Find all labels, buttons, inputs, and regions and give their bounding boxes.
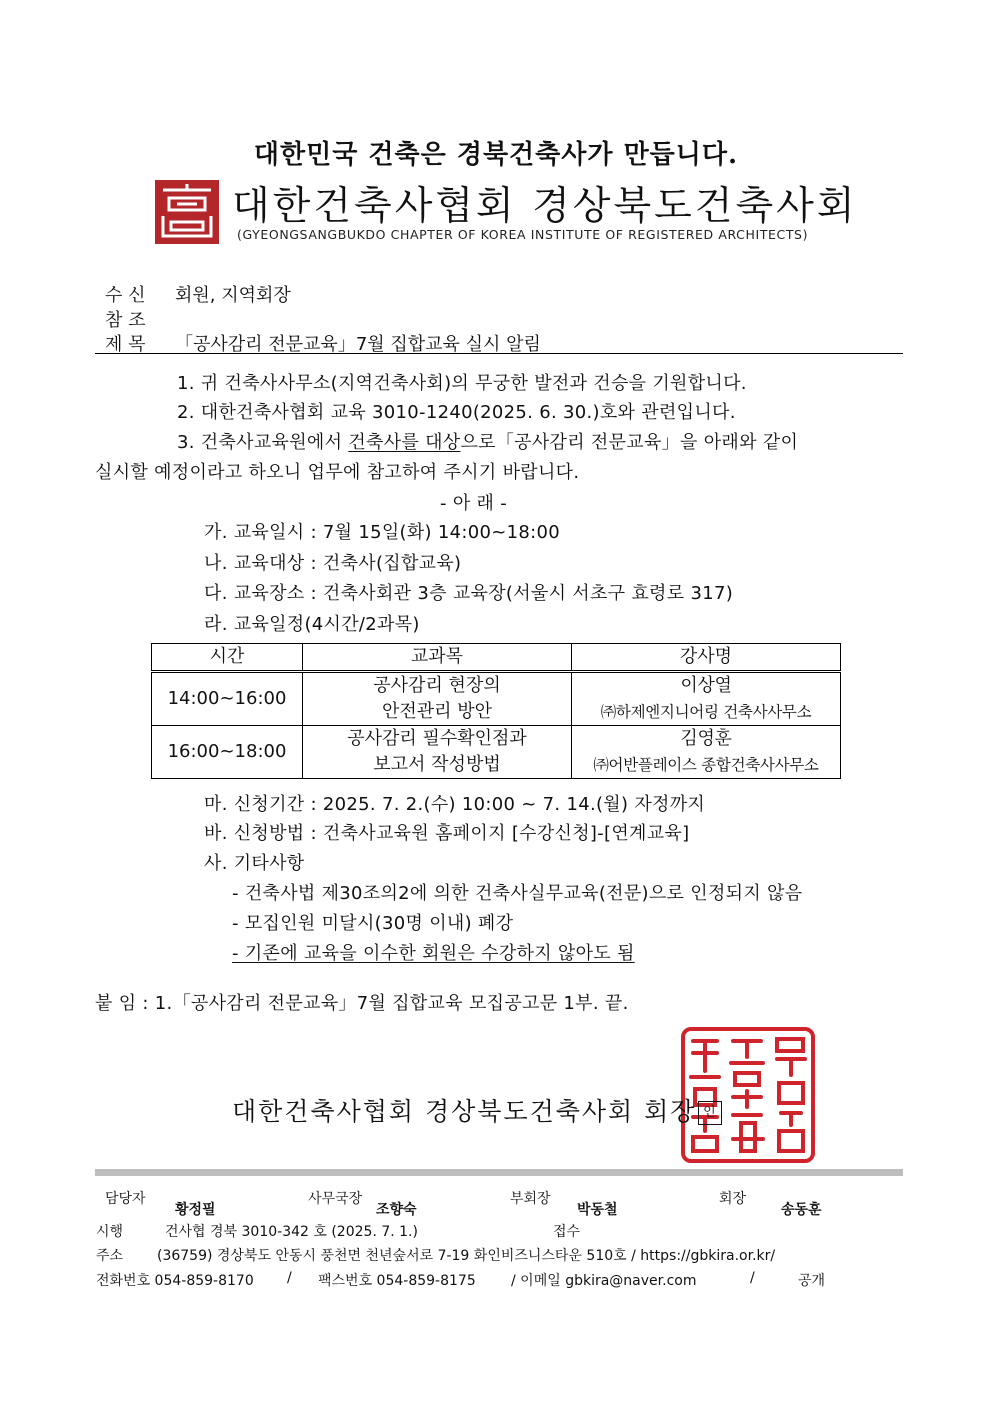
note-item: - 건축사법 제30조의2에 의한 건축사실무교육(전문)으로 인정되지 않음 bbox=[232, 883, 803, 904]
separator: / bbox=[287, 1270, 292, 1286]
paragraph-1: 1. 귀 건축사사무소(지역건축사회)의 무궁한 발전과 건승을 기원합니다. bbox=[177, 373, 747, 394]
paragraph-3: 3. 건축사교육원에서 건축사를 대상으로「공사감리 전문교육」을 아래와 같이 bbox=[177, 432, 799, 453]
slogan: 대한민국 건축은 경북건축사가 만듭니다. bbox=[253, 140, 739, 170]
phone: 전화번호 054-859-8170 bbox=[96, 1273, 254, 1289]
org-logo-icon bbox=[155, 180, 219, 244]
header-time: 시간 bbox=[152, 644, 303, 672]
note-item: - 모집인원 미달시(30명 이내) 폐강 bbox=[232, 913, 514, 934]
org-english-name: (GYEONGSANGBUKDO CHAPTER OF KOREA INSTITUTE OF REGISTERED ARCHITECTS) bbox=[237, 227, 809, 242]
disclosure: 공개 bbox=[798, 1273, 826, 1289]
vice-president-label: 부회장 bbox=[510, 1191, 551, 1207]
signature-line: 대한건축사협회 경상북도건축사회 회장 인 bbox=[232, 1092, 722, 1128]
row-subject: 공사감리 현장의 안전관리 방안 bbox=[303, 672, 572, 726]
detail-other: 사. 기타사항 bbox=[204, 853, 305, 874]
detail-application-period: 마. 신청기간 : 2025. 7. 2.(수) 10:00 ~ 7. 14.(월) 자정까지 bbox=[204, 794, 706, 815]
schedule-table bbox=[151, 643, 841, 779]
note-item: - 기존에 교육을 이수한 회원은 수강하지 않아도 됨 bbox=[232, 943, 635, 964]
recipient-value: 회원, 지역회장 bbox=[175, 285, 291, 306]
target-highlight: 건축사를 대상 bbox=[348, 432, 461, 453]
row-time: 14:00~16:00 bbox=[152, 672, 303, 726]
row-instructor: 이상열 ㈜하제엔지니어링 건축사사무소 bbox=[572, 672, 841, 726]
footer-divider bbox=[95, 1169, 903, 1176]
table-row bbox=[152, 726, 841, 779]
detail-schedule: 라. 교육일정(4시간/2과목) bbox=[204, 614, 420, 635]
paragraph-2: 2. 대한건축사협회 교육 3010-1240(2025. 6. 30.)호와 관련입니다. bbox=[177, 402, 736, 423]
seal-mark-icon: 인 bbox=[698, 1101, 722, 1125]
row-subject: 공사감리 필수확인점과 보고서 작성방법 bbox=[303, 726, 572, 779]
address: (36759) 경상북도 안동시 풍천면 천년숲서로 7-19 화인비즈니스타운 510호 / https://gbkira.or.kr/ bbox=[157, 1248, 776, 1264]
detail-target: 나. 교육대상 : 건축사(집합교육) bbox=[204, 553, 462, 574]
president-name: 송동훈 bbox=[781, 1202, 822, 1218]
detail-date: 가. 교육일시 : 7월 15일(화) 14:00~18:00 bbox=[204, 522, 561, 543]
detail-application-method: 바. 신청방법 : 건축사교육원 홈페이지 [수강신청]-[연계교육] bbox=[204, 823, 690, 844]
header-divider bbox=[95, 353, 903, 354]
staff-name: 황정필 bbox=[175, 1202, 216, 1218]
subject-value: 「공사감리 전문교육」7월 집합교육 실시 알림 bbox=[175, 334, 541, 355]
row-instructor: 김영훈 ㈜어반플레이스 종합건축사사무소 bbox=[572, 726, 841, 779]
subject-label: 제 목 bbox=[105, 334, 146, 355]
secretary-name: 조향숙 bbox=[376, 1202, 417, 1218]
below-heading: - 아 래 - bbox=[440, 493, 508, 514]
exec-label: 시행 bbox=[96, 1224, 124, 1240]
header-instructor: 강사명 bbox=[572, 644, 841, 672]
table-header-row bbox=[152, 644, 841, 672]
address-label: 주소 bbox=[96, 1248, 124, 1264]
paragraph-3-continued: 실시할 예정이라고 하오니 업무에 참고하여 주시기 바랍니다. bbox=[95, 462, 580, 483]
president-label: 회장 bbox=[719, 1191, 747, 1207]
recipient-label: 수 신 bbox=[105, 285, 146, 306]
exec-number: 건사협 경북 3010-342 호 (2025. 7. 1.) bbox=[165, 1224, 418, 1240]
secretary-label: 사무국장 bbox=[308, 1191, 363, 1207]
attachment-line: 붙 임 : 1.「공사감리 전문교육」7월 집합교육 모집공고문 1부. 끝. bbox=[95, 993, 629, 1014]
vice-president-name: 박동철 bbox=[577, 1202, 618, 1218]
email: / 이메일 gbkira@naver.com bbox=[511, 1273, 697, 1289]
row-time: 16:00~18:00 bbox=[152, 726, 303, 779]
receive-label: 접수 bbox=[553, 1224, 581, 1240]
reference-label: 참 조 bbox=[105, 310, 146, 331]
header-subject: 교과목 bbox=[303, 644, 572, 672]
org-name: 대한건축사협회 경상북도건축사회 bbox=[232, 184, 858, 229]
detail-location: 다. 교육장소 : 건축사회관 3층 교육장(서울시 서초구 효령로 317) bbox=[204, 583, 734, 604]
separator: / bbox=[750, 1270, 755, 1286]
staff-label: 담당자 bbox=[105, 1191, 146, 1207]
table-row bbox=[152, 672, 841, 726]
fax: 팩스번호 054-859-8175 bbox=[318, 1273, 476, 1289]
